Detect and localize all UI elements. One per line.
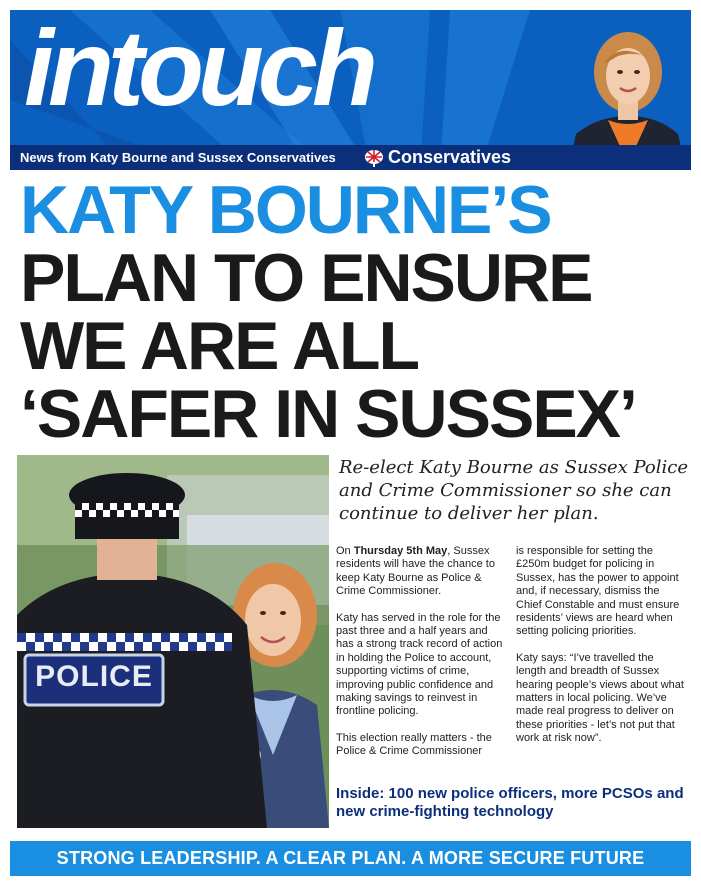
headline-line-4: ‘SAFER IN SUSSEX’ — [20, 376, 636, 452]
masthead-subtitle: News from Katy Bourne and Sussex Conservatives — [20, 150, 336, 165]
paragraph-3: This election really matters - the Police & Crime Commissioner — [336, 731, 492, 758]
election-date: Thursday 5th May — [353, 545, 448, 557]
tagline: Re-elect Katy Bourne as Sussex Police and Crime Commissioner so she can continue to deliver her plan. — [339, 457, 688, 524]
intouch-logo: intouch — [24, 10, 372, 128]
inside-teaser: Inside: 100 new police officers, more PCSOs and new crime-fighting technology — [336, 785, 684, 820]
paragraph-5: Katy says: “I’ve travelled the length and breadth of Sussex hearing people’s views about what matters in local policing. We’ve made real progress to deliver on these priorities - let’s not put that work at risk now”. — [516, 651, 684, 745]
conservatives-logo — [364, 147, 511, 168]
conservative-tree-icon — [364, 149, 384, 167]
masthead — [10, 10, 691, 170]
paragraph-4: is responsible for setting the £250m budget for policing in Sussex, has the power to appoint and, if necessary, dismiss the Chief Constable and must ensure residents’ views are heard when setting policing priorities. — [516, 545, 680, 638]
paragraph-1 — [336, 545, 504, 599]
footer-slogan: STRONG LEADERSHIP. A CLEAR PLAN. A MORE SECURE FUTURE — [56, 848, 645, 868]
headline-line-1: KATY BOURNE’S — [20, 172, 551, 248]
police-vest-label: POLICE — [35, 660, 153, 693]
headline — [20, 172, 690, 452]
body-column-2 — [516, 545, 684, 759]
conservatives-label: Conservatives — [388, 147, 512, 167]
footer-banner — [10, 841, 691, 876]
paragraph-2: Katy has served in the role for the past three and a half years and has a strong track record of action in holding the Police to account, supporting victims of crime, improving public confidence and making savings to reinvest in frontline policing. — [336, 611, 503, 718]
headline-line-2: PLAN TO ENSURE — [20, 240, 592, 316]
headline-line-3: WE ARE ALL — [20, 308, 419, 384]
police-officer-photo — [17, 455, 329, 828]
body-column-1 — [336, 545, 504, 772]
paragraph-1-rest: , Sussex residents will have the chance to keep Katy Bourne as Police & Crime Commissioner. — [336, 545, 495, 598]
paragraph-1-prefix: On — [336, 545, 354, 557]
